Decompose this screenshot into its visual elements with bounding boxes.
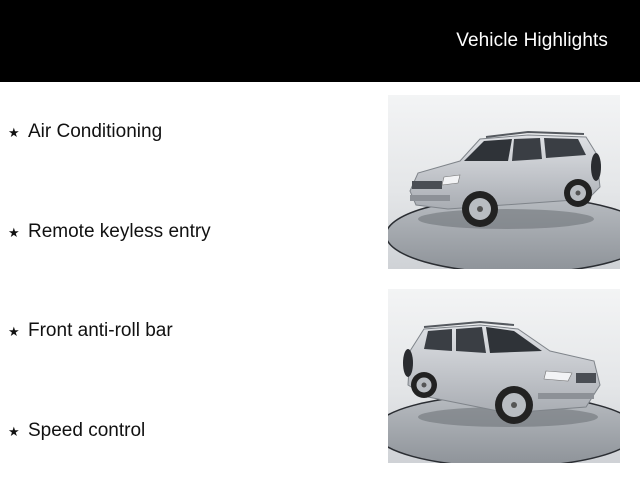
star-icon: ★ xyxy=(8,224,20,240)
header-bar xyxy=(0,0,640,82)
feature-item xyxy=(8,420,145,442)
vehicle-photo-side xyxy=(388,289,620,463)
feature-label: Speed control xyxy=(28,420,146,441)
feature-item xyxy=(8,121,162,143)
feature-item xyxy=(8,221,211,243)
vehicle-photo-front xyxy=(388,95,620,269)
feature-label: Remote keyless entry xyxy=(28,221,211,242)
page-title: Vehicle Highlights xyxy=(456,30,608,51)
feature-label: Air Conditioning xyxy=(28,121,163,142)
star-icon: ★ xyxy=(8,423,20,439)
star-icon: ★ xyxy=(8,323,20,339)
feature-label: Front anti-roll bar xyxy=(28,320,173,341)
feature-item xyxy=(8,320,173,342)
star-icon: ★ xyxy=(8,124,20,140)
